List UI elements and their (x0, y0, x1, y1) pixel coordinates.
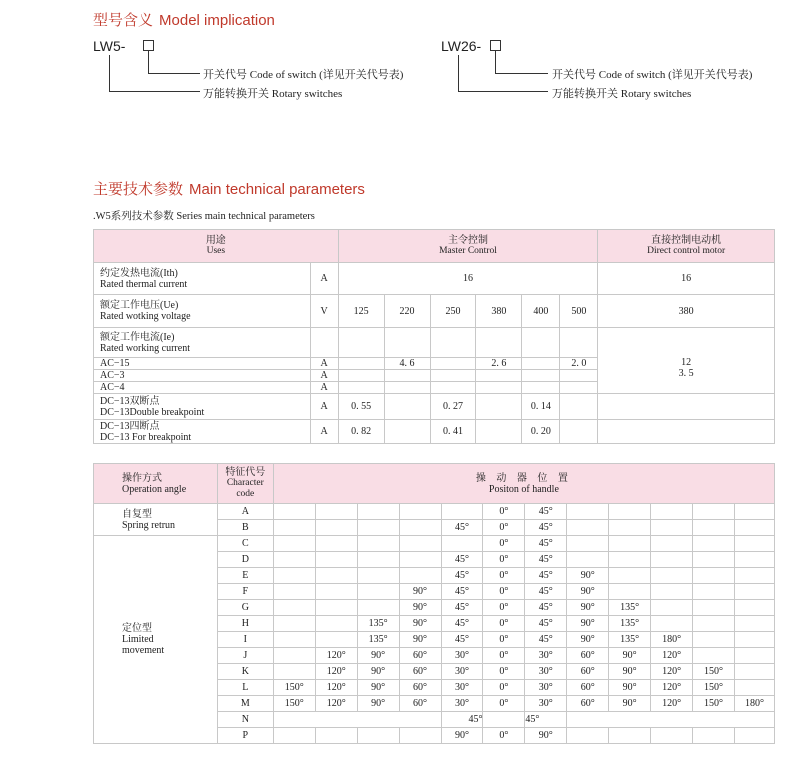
limited-group-label (94, 536, 218, 744)
limited-cn: 定位型 (122, 623, 152, 634)
position-cell (399, 568, 441, 584)
position-cell (735, 616, 775, 632)
ue-en: Rated wotking voltage (100, 311, 191, 322)
position-cell (693, 584, 735, 600)
ith-cn: 约定发热电流(Ith) (100, 267, 178, 279)
position-cell: 60° (567, 696, 609, 712)
position-cell (735, 584, 775, 600)
position-cell (315, 552, 357, 568)
position-cell (399, 520, 441, 536)
ith-unit: A (310, 263, 338, 295)
position-cell: 30° (441, 696, 483, 712)
position-cell (609, 520, 651, 536)
lw5-line-h1 (148, 73, 200, 74)
position-cell (567, 520, 609, 536)
position-cell: 30° (441, 680, 483, 696)
position-cell: 135° (609, 616, 651, 632)
ith-en: Rated thermal current (100, 278, 188, 290)
position-cell (735, 680, 775, 696)
position-cell (735, 728, 775, 744)
position-cell (315, 616, 357, 632)
position-cell: 0° (483, 616, 525, 632)
position-cell (273, 648, 315, 664)
ith-direct: 16 (598, 263, 775, 295)
character-code: F (217, 584, 273, 600)
master-cn: 主令控制 (447, 235, 488, 246)
position-cell: 120° (315, 648, 357, 664)
position-cell: 90° (357, 664, 399, 680)
ac15-value: 2. 0 (560, 358, 598, 370)
spring-group-label (94, 504, 218, 536)
position-cell: 45° (441, 600, 483, 616)
character-code: G (217, 600, 273, 616)
ie-cn: 额定工作电流(Ie) (100, 331, 175, 343)
master-en: Master Control (439, 246, 497, 256)
ie-en: Rated working current (100, 342, 190, 354)
position-cell: 0° (483, 552, 525, 568)
dc-four-unit: A (310, 420, 338, 444)
limited-en-1: Limited (122, 634, 154, 645)
ac15-unit: A (310, 358, 338, 370)
lw26-line-v1 (495, 51, 496, 74)
position-cell (399, 552, 441, 568)
ue-row (94, 295, 775, 328)
position-cell: 60° (567, 648, 609, 664)
character-code: E (217, 568, 273, 584)
position-cell: 45° (441, 632, 483, 648)
character-code: D (217, 552, 273, 568)
position-cell: 60° (399, 680, 441, 696)
position-cell: 30° (441, 648, 483, 664)
direct-header (598, 230, 775, 263)
position-cell (651, 728, 693, 744)
position-cell: 0° (483, 696, 525, 712)
position-cell: 180° (735, 696, 775, 712)
spring-en: Spring retrun (122, 519, 176, 531)
ue-value: 400 (522, 295, 560, 328)
position-cell (609, 584, 651, 600)
char-en: Character code (226, 478, 264, 499)
uses-cn: 用途 (205, 235, 226, 246)
position-cell: 150° (273, 696, 315, 712)
dc-double-en: DC−13Double breakpoint (100, 406, 205, 418)
position-cell (693, 600, 735, 616)
lw5-line-h2 (109, 91, 200, 92)
lw26-code-box (490, 40, 501, 51)
ue-value: 500 (560, 295, 598, 328)
position-cell (441, 504, 483, 520)
position-cell: 90° (567, 632, 609, 648)
position-cell: 135° (357, 616, 399, 632)
ue-value: 250 (430, 295, 476, 328)
character-code: B (217, 520, 273, 536)
dc-double-value: 0. 55 (338, 394, 384, 420)
position-cell (315, 632, 357, 648)
ac4-label: AC−4 (94, 382, 311, 394)
position-cell (315, 520, 357, 536)
uses-header (94, 230, 339, 263)
position-cell: 30° (525, 664, 567, 680)
position-cell: 45° (525, 584, 567, 600)
lw26-line-v2 (458, 55, 459, 92)
character-code: H (217, 616, 273, 632)
position-cell: 45° (441, 616, 483, 632)
position-cell: 90° (525, 728, 567, 744)
lw5-code: LW5- (93, 38, 126, 54)
character-code: J (217, 648, 273, 664)
position-cell: 0° (483, 600, 525, 616)
position-header-row (94, 464, 775, 504)
position-cell: 120° (651, 696, 693, 712)
position-cell: 150° (273, 680, 315, 696)
position-cell (357, 552, 399, 568)
direct-ac4-value: 3. 5 (678, 367, 694, 379)
position-cell: 60° (567, 680, 609, 696)
position-cell (357, 600, 399, 616)
position-cell (735, 568, 775, 584)
tech-title-en: Main technical parameters (189, 181, 365, 198)
ue-cn: 额定工作电压(Ue) (100, 300, 179, 311)
lw5-code-box (143, 40, 154, 51)
position-cell: 90° (567, 568, 609, 584)
op-en: Operation angle (122, 483, 187, 495)
dc-four-en: DC−13 For breakpoint (100, 431, 192, 443)
ie-row (94, 328, 775, 358)
dc-double-value: 0. 14 (522, 394, 560, 420)
ue-direct: 380 (598, 295, 775, 328)
position-cell (315, 536, 357, 552)
position-cell: 45° (441, 584, 483, 600)
position-cell: 90° (357, 648, 399, 664)
position-cell: 90° (399, 584, 441, 600)
position-cell (273, 536, 315, 552)
lw26-rotary-label: 万能转换开关 Rotary switches (552, 88, 692, 100)
position-cell (273, 552, 315, 568)
pos-en: Positon of handle (488, 483, 559, 495)
character-code: P (217, 728, 273, 744)
lw26-line-h1 (495, 73, 548, 74)
position-cell (735, 552, 775, 568)
dc-double-row (94, 394, 775, 420)
position-cell: 150° (693, 680, 735, 696)
dc-double-unit: A (310, 394, 338, 420)
position-cell (567, 536, 609, 552)
position-cell (273, 584, 315, 600)
position-cell (315, 728, 357, 744)
lw5-line-v1 (148, 51, 149, 74)
position-cell (483, 712, 525, 728)
position-cell: 0° (483, 584, 525, 600)
position-cell (693, 552, 735, 568)
position-cell (651, 600, 693, 616)
param-table (93, 229, 775, 444)
position-cell: 0° (483, 680, 525, 696)
position-cell (399, 536, 441, 552)
tech-section-title (93, 178, 365, 199)
position-cell (693, 520, 735, 536)
position-cell: 0° (483, 664, 525, 680)
position-cell (567, 712, 775, 728)
master-header (338, 230, 598, 263)
position-cell (273, 728, 315, 744)
dc-four-value: 0. 20 (522, 420, 560, 444)
dc-four-label (94, 420, 311, 444)
model-title-en: Model implication (159, 12, 275, 29)
position-cell: 60° (399, 696, 441, 712)
direct-ac3-value: 12 (681, 356, 692, 368)
position-cell: 45° (441, 568, 483, 584)
lw5-line-v2 (109, 55, 110, 92)
position-cell (735, 504, 775, 520)
position-cell: 30° (441, 664, 483, 680)
ac15-value: 2. 6 (476, 358, 522, 370)
position-cell: 45° (525, 616, 567, 632)
ith-master: 16 (338, 263, 598, 295)
position-cell (273, 504, 315, 520)
dc-four-value: 0. 41 (430, 420, 476, 444)
position-cell: 30° (525, 648, 567, 664)
position-cell (273, 520, 315, 536)
position-cell: 45° (441, 520, 483, 536)
position-cell: 120° (315, 696, 357, 712)
position-cell (651, 520, 693, 536)
position-cell (735, 600, 775, 616)
position-cell: 120° (651, 680, 693, 696)
position-row-c (94, 536, 775, 552)
position-cell (609, 552, 651, 568)
ac15-value: 4. 6 (384, 358, 430, 370)
position-cell: 0° (483, 728, 525, 744)
lw5-rotary-label: 万能转换开关 Rotary switches (203, 88, 343, 100)
position-cell (273, 616, 315, 632)
ith-label (94, 263, 311, 295)
position-cell: 180° (651, 632, 693, 648)
position-cell (693, 632, 735, 648)
position-cell: 45° (525, 632, 567, 648)
position-cell (357, 728, 399, 744)
position-cell: 90° (399, 616, 441, 632)
position-cell (315, 568, 357, 584)
position-cell: 45° (441, 712, 483, 728)
position-cell: 90° (567, 616, 609, 632)
position-cell (651, 504, 693, 520)
position-cell: 0° (483, 520, 525, 536)
position-cell (735, 536, 775, 552)
position-cell (567, 504, 609, 520)
ie-label (94, 328, 311, 358)
character-code: N (217, 712, 273, 728)
position-cell (735, 648, 775, 664)
lw26-code: LW26- (441, 38, 482, 54)
position-cell: 90° (567, 584, 609, 600)
direct-cn: 直接控制电动机 (651, 235, 722, 246)
position-cell: 0° (483, 504, 525, 520)
position-cell (693, 648, 735, 664)
position-cell: 45° (441, 552, 483, 568)
ue-value: 380 (476, 295, 522, 328)
op-cn: 操作方式 (122, 472, 162, 484)
position-cell (357, 568, 399, 584)
position-cell (735, 664, 775, 680)
position-cell: 90° (609, 680, 651, 696)
op-header (94, 464, 218, 504)
position-cell (693, 504, 735, 520)
position-cell (357, 520, 399, 536)
position-cell (609, 504, 651, 520)
position-cell: 60° (399, 648, 441, 664)
position-cell: 90° (399, 600, 441, 616)
tech-subtitle: .W5系列技术参数 Series main technical parameters (93, 211, 315, 222)
position-cell (315, 584, 357, 600)
dc-double-cn: DC−13双断点 (100, 395, 160, 407)
position-cell: 60° (399, 664, 441, 680)
position-cell: 120° (651, 648, 693, 664)
ac15-label: AC−15 (94, 358, 311, 370)
position-cell: 45° (525, 552, 567, 568)
ue-value: 125 (338, 295, 384, 328)
position-cell: 90° (609, 648, 651, 664)
spring-cn: 自复型 (122, 508, 152, 520)
character-code: A (217, 504, 273, 520)
position-cell (567, 728, 609, 744)
dc-double-value: 0. 27 (430, 394, 476, 420)
ac3-unit: A (310, 370, 338, 382)
position-cell: 0° (483, 632, 525, 648)
position-cell: 30° (525, 696, 567, 712)
position-cell (735, 632, 775, 648)
position-cell (441, 536, 483, 552)
position-table (93, 463, 775, 744)
position-cell: 90° (441, 728, 483, 744)
position-cell (357, 536, 399, 552)
position-cell: 135° (609, 632, 651, 648)
character-code: K (217, 664, 273, 680)
position-cell (273, 600, 315, 616)
position-cell (609, 536, 651, 552)
position-cell (693, 568, 735, 584)
lw26-code-label: 开关代号 Code of switch (详见开关代号表) (552, 69, 753, 81)
position-cell: 45° (525, 568, 567, 584)
position-cell: 135° (609, 600, 651, 616)
position-cell: 0° (483, 568, 525, 584)
ue-value: 220 (384, 295, 430, 328)
position-cell (315, 600, 357, 616)
position-cell (651, 536, 693, 552)
position-cell: 90° (609, 696, 651, 712)
position-cell: 120° (315, 664, 357, 680)
pos-header (273, 464, 774, 504)
position-cell: 150° (693, 696, 735, 712)
position-cell: 90° (609, 664, 651, 680)
character-code: I (217, 632, 273, 648)
position-cell (609, 728, 651, 744)
position-cell (651, 568, 693, 584)
position-cell (357, 584, 399, 600)
ac3-label: AC−3 (94, 370, 311, 382)
position-cell: 120° (315, 680, 357, 696)
limited-en-2: movement (122, 645, 165, 656)
position-cell: 0° (483, 648, 525, 664)
position-cell (693, 616, 735, 632)
position-cell (651, 552, 693, 568)
ac4-unit: A (310, 382, 338, 394)
position-cell: 60° (567, 664, 609, 680)
pos-cn: 操 动 器 位 置 (475, 472, 572, 484)
position-cell (735, 520, 775, 536)
lw5-code-label: 开关代号 Code of switch (详见开关代号表) (203, 69, 404, 81)
position-cell (651, 584, 693, 600)
model-section-title (93, 9, 275, 30)
position-cell: 120° (651, 664, 693, 680)
ue-label (94, 295, 311, 328)
position-cell (273, 712, 441, 728)
char-header (217, 464, 273, 504)
position-cell (693, 536, 735, 552)
position-cell: 45° (525, 600, 567, 616)
position-cell: 150° (693, 664, 735, 680)
position-cell (273, 632, 315, 648)
position-cell (399, 728, 441, 744)
dc-four-row (94, 420, 775, 444)
position-cell: 30° (525, 680, 567, 696)
position-cell: 90° (357, 680, 399, 696)
dc-four-value: 0. 82 (338, 420, 384, 444)
direct-ac-values (598, 328, 775, 394)
position-cell (273, 568, 315, 584)
position-cell (609, 568, 651, 584)
character-code: C (217, 536, 273, 552)
char-cn: 特征代号 (225, 467, 266, 478)
position-cell: 90° (567, 600, 609, 616)
dc-four-cn: DC−13四断点 (100, 420, 160, 432)
direct-en: Direct control motor (647, 246, 726, 256)
tech-title-cn: 主要技术参数 (93, 181, 184, 198)
position-cell: 0° (483, 536, 525, 552)
position-cell (273, 664, 315, 680)
lw26-line-h2 (458, 91, 548, 92)
position-cell: 135° (357, 632, 399, 648)
ue-unit: V (310, 295, 338, 328)
position-row-a (94, 504, 775, 520)
position-cell: 45° (525, 504, 567, 520)
position-cell: 45° (525, 520, 567, 536)
position-cell: 90° (399, 632, 441, 648)
position-cell (357, 504, 399, 520)
position-cell: 45° (525, 536, 567, 552)
uses-en: Uses (206, 246, 226, 256)
dc-double-label (94, 394, 311, 420)
position-cell (693, 728, 735, 744)
ith-row (94, 263, 775, 295)
position-cell: 45° (525, 712, 567, 728)
position-cell: 90° (357, 696, 399, 712)
param-header-row (94, 230, 775, 263)
position-cell (315, 504, 357, 520)
position-cell (651, 616, 693, 632)
character-code: L (217, 680, 273, 696)
character-code: M (217, 696, 273, 712)
position-cell (567, 552, 609, 568)
model-title-cn: 型号含义 (93, 12, 154, 29)
position-cell (399, 504, 441, 520)
